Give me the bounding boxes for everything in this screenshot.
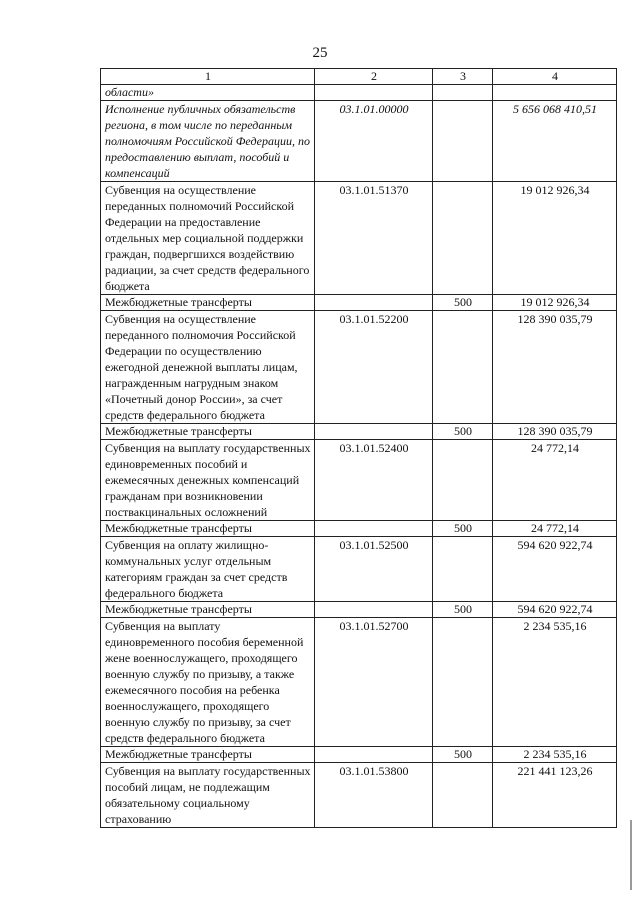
row-code-cell: 03.1.01.52400 bbox=[315, 440, 433, 521]
table-row bbox=[101, 101, 617, 182]
empty-cell bbox=[433, 85, 493, 101]
row-name-cell: Межбюджетные трансферты bbox=[101, 602, 315, 618]
row-name-cell: Субвенция на выплату единовременного пособия беременной жене военнослужащего, проходящего военную службу по призыву, а также ежемесячного пособия на ребенка военнослужащего, проходящего военную службу по призыву, за счет средств федерального бюджета bbox=[101, 618, 315, 747]
row-code-cell: 03.1.01.52700 bbox=[315, 618, 433, 747]
row-code-cell bbox=[315, 747, 433, 763]
row-name-cell: Межбюджетные трансферты bbox=[101, 521, 315, 537]
row-type-cell: 500 bbox=[433, 424, 493, 440]
row-name-cell: Исполнение публичных обязательств региона, в том числе по переданным полномочиям Российской Федерации, по предоставлению выплат, пособий и компенсаций bbox=[101, 101, 315, 182]
row-type-cell bbox=[433, 763, 493, 828]
row-code-cell: 03.1.01.53800 bbox=[315, 763, 433, 828]
row-name-cell: Субвенция на выплату государственных единовременных пособий и ежемесячных денежных компенсаций гражданам при возникновении поствакцинальных осложнений bbox=[101, 440, 315, 521]
header-col-4: 4 bbox=[493, 69, 617, 85]
row-type-cell: 500 bbox=[433, 602, 493, 618]
row-amount-cell: 24 772,14 bbox=[493, 521, 617, 537]
row-amount-cell: 128 390 035,79 bbox=[493, 424, 617, 440]
row-amount-cell: 594 620 922,74 bbox=[493, 602, 617, 618]
row-amount-cell: 19 012 926,34 bbox=[493, 295, 617, 311]
row-code-cell bbox=[315, 424, 433, 440]
header-col-3: 3 bbox=[433, 69, 493, 85]
table-row bbox=[101, 618, 617, 747]
row-type-cell bbox=[433, 440, 493, 521]
row-type-cell bbox=[433, 311, 493, 424]
row-code-cell: 03.1.01.51370 bbox=[315, 182, 433, 295]
empty-cell bbox=[315, 85, 433, 101]
row-name-cell: Межбюджетные трансферты bbox=[101, 424, 315, 440]
table-body bbox=[101, 85, 617, 828]
table-row bbox=[101, 182, 617, 295]
row-amount-cell: 2 234 535,16 bbox=[493, 747, 617, 763]
row-name-cell: Субвенция на выплату государственных пособий лицам, не подлежащим обязательному социальному страхованию bbox=[101, 763, 315, 828]
table-row bbox=[101, 521, 617, 537]
header-col-2: 2 bbox=[315, 69, 433, 85]
page-number: 25 bbox=[312, 45, 328, 61]
table-row bbox=[101, 763, 617, 828]
table-row bbox=[101, 424, 617, 440]
header-row bbox=[101, 69, 617, 85]
row-type-cell: 500 bbox=[433, 521, 493, 537]
row-type-cell: 500 bbox=[433, 295, 493, 311]
row-code-cell: 03.1.01.52500 bbox=[315, 537, 433, 602]
row-amount-cell: 19 012 926,34 bbox=[493, 182, 617, 295]
row-type-cell bbox=[433, 182, 493, 295]
continuation-cell: области» bbox=[101, 85, 315, 101]
table-row bbox=[101, 295, 617, 311]
row-amount-cell: 594 620 922,74 bbox=[493, 537, 617, 602]
table-row bbox=[101, 537, 617, 602]
row-code-cell: 03.1.01.00000 bbox=[315, 101, 433, 182]
row-name-cell: Субвенция на осуществление переданных полномочий Российской Федерации на предоставление отдельных мер социальной поддержки граждан, подвергшихся воздействию радиации, за счет средств федерального бюджета bbox=[101, 182, 315, 295]
scan-edge-mark bbox=[630, 820, 632, 890]
row-name-cell: Межбюджетные трансферты bbox=[101, 295, 315, 311]
row-type-cell bbox=[433, 618, 493, 747]
row-amount-cell: 24 772,14 bbox=[493, 440, 617, 521]
row-code-cell bbox=[315, 521, 433, 537]
table-row bbox=[101, 440, 617, 521]
row-code-cell bbox=[315, 295, 433, 311]
empty-cell bbox=[493, 85, 617, 101]
row-name-cell: Межбюджетные трансферты bbox=[101, 747, 315, 763]
table-row bbox=[101, 311, 617, 424]
row-code-cell bbox=[315, 602, 433, 618]
row-name-cell: Субвенция на оплату жилищно-коммунальных услуг отдельным категориям граждан за счет средств федерального бюджета bbox=[101, 537, 315, 602]
continuation-row bbox=[101, 85, 617, 101]
row-type-cell bbox=[433, 537, 493, 602]
row-amount-cell: 128 390 035,79 bbox=[493, 311, 617, 424]
budget-table bbox=[100, 68, 617, 828]
row-type-cell: 500 bbox=[433, 747, 493, 763]
row-type-cell bbox=[433, 101, 493, 182]
header-col-1: 1 bbox=[101, 69, 315, 85]
row-amount-cell: 5 656 068 410,51 bbox=[493, 101, 617, 182]
table-row bbox=[101, 747, 617, 763]
row-code-cell: 03.1.01.52200 bbox=[315, 311, 433, 424]
row-amount-cell: 221 441 123,26 bbox=[493, 763, 617, 828]
row-name-cell: Субвенция на осуществление переданного полномочия Российской Федерации по осуществлению ежегодной денежной выплаты лицам, награжденным нагрудным знаком «Почетный донор России», за счет средств федерального бюджета bbox=[101, 311, 315, 424]
row-amount-cell: 2 234 535,16 bbox=[493, 618, 617, 747]
table-row bbox=[101, 602, 617, 618]
